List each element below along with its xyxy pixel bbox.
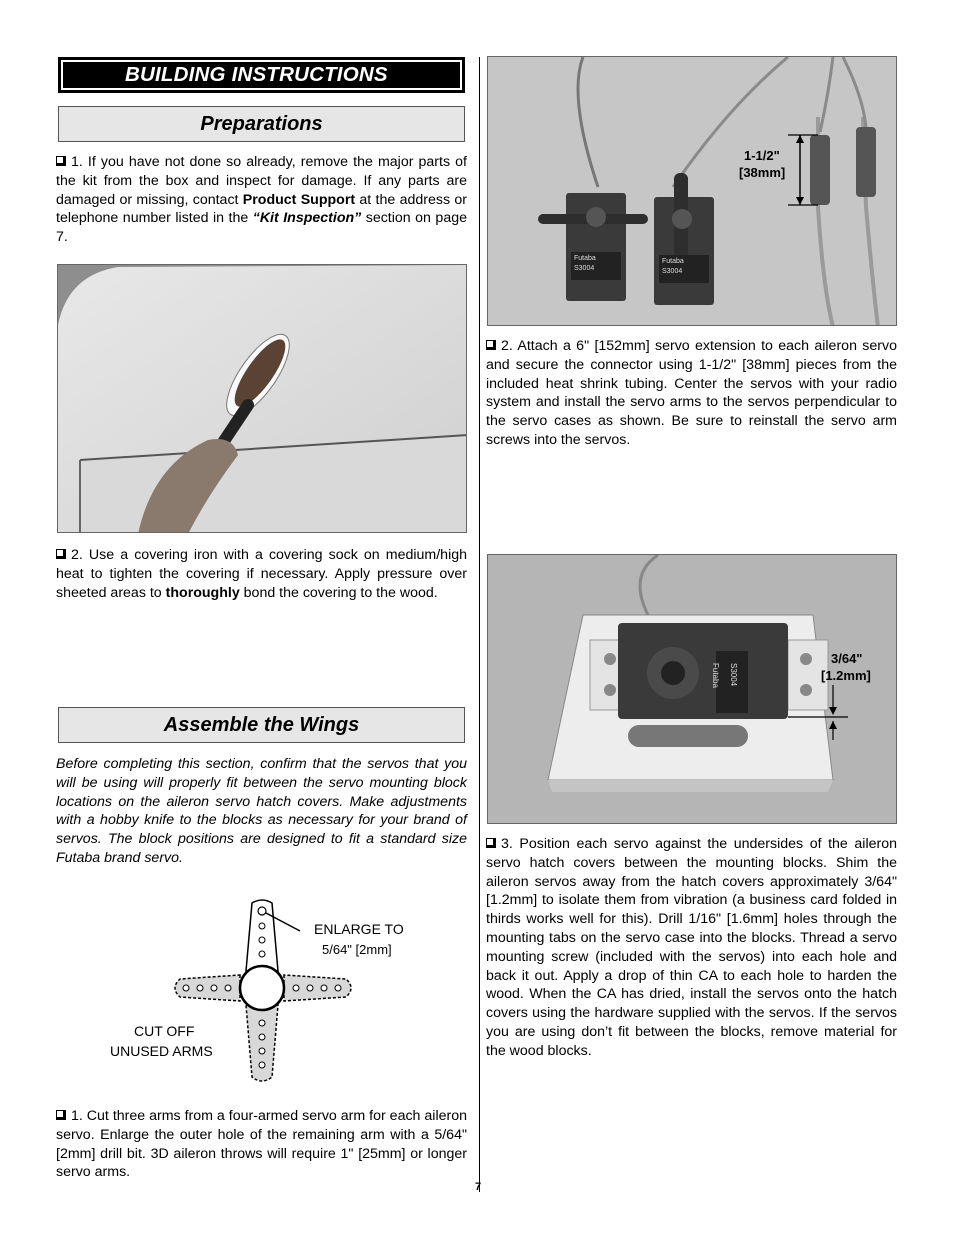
section-banner-inner [61, 60, 462, 90]
section-title: BUILDING INSTRUCTIONS [125, 63, 388, 86]
prep-step-1-kit-inspection: “Kit Inspection” [252, 210, 362, 227]
unused-arms-label: UNUSED ARMS [110, 1043, 213, 1059]
prep-step-2-bold: thoroughly [165, 584, 240, 601]
servo2-brand: Futaba [662, 258, 684, 265]
servo1-model: S3004 [574, 265, 595, 272]
checkbox-icon[interactable] [56, 1110, 66, 1120]
checkbox-icon[interactable] [486, 340, 496, 350]
wings-intro: Before completing this section, confirm that the servos that you will be using will properly fit between the servo mounting block locations on the aileron servo hatch covers. Make adjustments with a hobby knife to the blocks as necessary for your brand of servos. The block positions are designed to fit a standard size Futaba brand servo. [56, 756, 467, 866]
prep-step-1-bold: Product Support [242, 191, 356, 208]
servo-step-3-text: 3. Position each servo against the undersides of the aileron servo hatch covers between the mounting blocks. Shim the aileron servos away from the hatch covers approximately 3/64" [1.2mm] to isolate them from vibration (a business card folded in thirds works well for this). Drill 1/16" [1.6mm] holes through the mounting tabs on the servo case into the blocks. Thread a servo mounting screw (included with the servos) into each hole and back it out. Apply a drop of thin CA to each hole to harden the wood. When the CA has dried, install the servos onto the hatch covers using the hardware supplied with the servos. If the servos you are using don’t fit between the blocks, remove material for the wood blocks. [486, 836, 897, 1059]
column-divider [479, 57, 480, 1192]
wings-step-1 [56, 1107, 467, 1182]
servo2-model: S3004 [662, 268, 683, 275]
prep-step-1-suffix: section on page 7. [56, 210, 467, 246]
enlarge-label: ENLARGE TO [314, 921, 404, 937]
checkbox-icon[interactable] [486, 838, 496, 848]
prep-step-2-suffix: bond the covering to the wood. [239, 584, 438, 601]
covering-iron-photo-svg [58, 265, 467, 533]
shim-label-1: 3/64" [831, 651, 863, 666]
servo-step-2-text: 2. Attach a 6" [152mm] servo extension to each aileron servo and secure the connector using 1-1/2" [38mm] pieces from the included heat shrink tubing. Center the servos with your radio system and install the servo arms to the servos perpendicular to the servo cases as shown. Be sure to reinstall the servo arm screws into the servos. [486, 338, 897, 448]
enlarge-size-label: 5/64" [2mm] [322, 942, 392, 957]
preparations-heading-box [58, 106, 465, 142]
prep-step-1-mid: at the address or telephone number listed in the [56, 191, 467, 227]
prep-step-1-text: 1. If you have not done so already, remove the major parts of the kit from the box and inspect for damage. If any parts are damaged or missing, contact [56, 154, 467, 208]
wings-heading-box [58, 707, 465, 743]
servo3-brand: Futaba [711, 663, 720, 688]
servos-photo-svg [488, 57, 897, 326]
prep-step-1 [56, 153, 467, 247]
dimension-label-1: 1-1/2" [744, 148, 780, 163]
wings-heading: Assemble the Wings [163, 713, 360, 736]
servo-arm-diagram [100, 893, 430, 1088]
preparations-heading: Preparations [200, 112, 323, 135]
servo-hatch-photo-svg [488, 555, 897, 824]
cutoff-label: CUT OFF [134, 1023, 195, 1039]
section-banner [58, 57, 465, 93]
servo-step-2 [486, 337, 897, 450]
checkbox-icon[interactable] [56, 156, 66, 166]
covering-iron-photo [57, 264, 467, 533]
servo3-model: S3004 [729, 663, 738, 687]
page-number: 7 [474, 1181, 482, 1193]
prep-step-2-text: 2. Use a covering iron with a covering sock on medium/high heat to tighten the covering if necessary. Apply pressure over sheeted areas to [56, 547, 467, 601]
wings-step-1-text: 1. Cut three arms from a four-armed servo arm for each aileron servo. Enlarge the outer hole of the remaining arm with a 5/64" [2mm] drill bit. 3D aileron throws will require 1" [25mm] or longer servo arms. [56, 1108, 467, 1181]
dimension-label-2: [38mm] [739, 165, 786, 180]
servo1-brand: Futaba [574, 255, 596, 262]
prep-step-2 [56, 546, 467, 602]
servos-photo [487, 56, 897, 326]
shim-label-2: [1.2mm] [821, 668, 871, 683]
checkbox-icon[interactable] [56, 549, 66, 559]
servo-hatch-photo [487, 554, 897, 824]
servo-step-3 [486, 835, 897, 1061]
